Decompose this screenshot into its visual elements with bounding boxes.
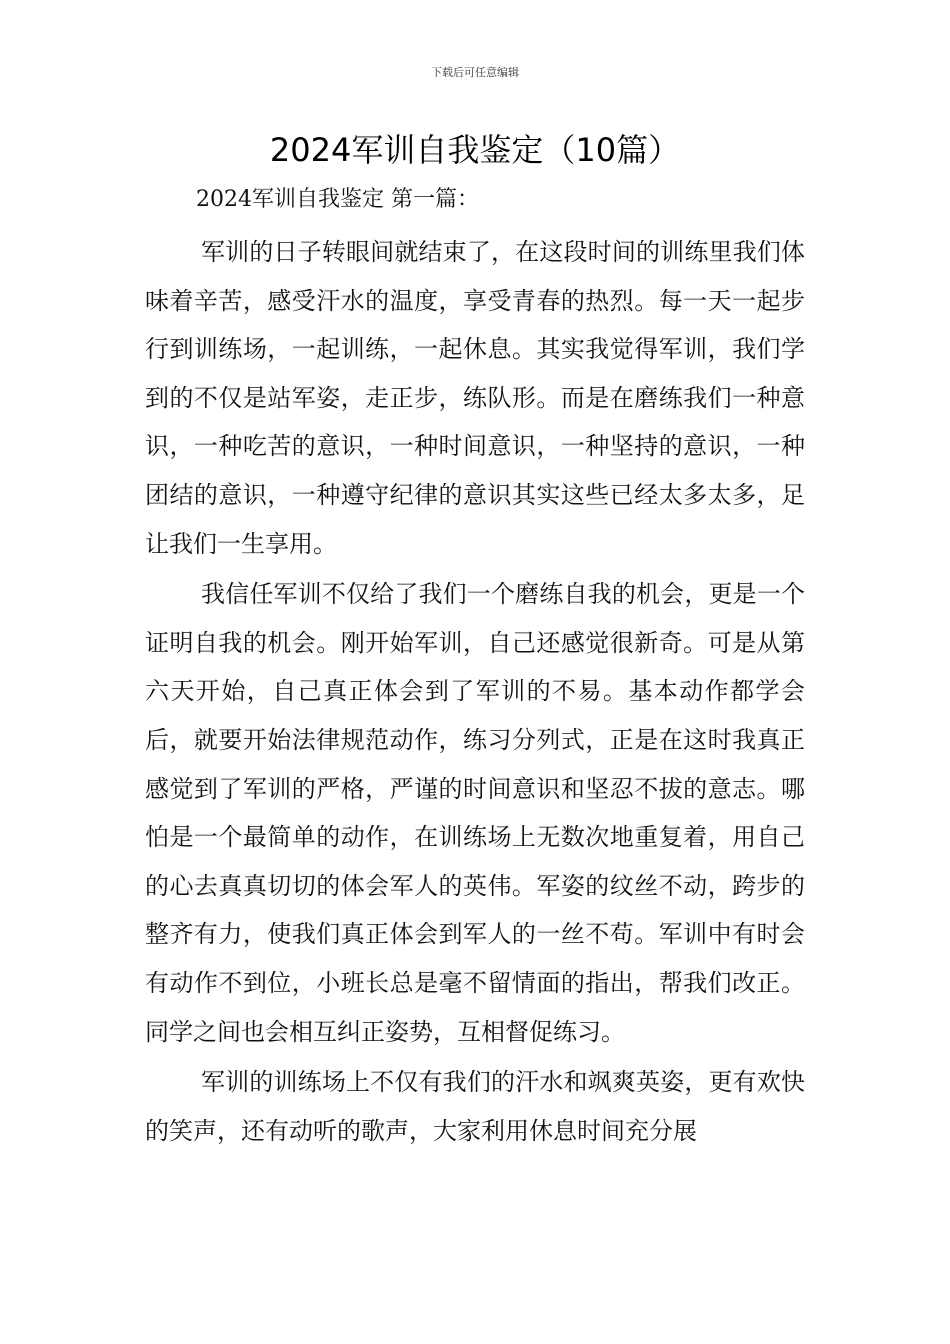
paragraph-1: 军训的日子转眼间就结束了，在这段时间的训练里我们体味着辛苦，感受汗水的温度，享受青春的热烈。每一天一起步行到训练场，一起训练，一起休息。其实我觉得军训，我们学到的不仅是站军姿，走正步，练队形。而是在磨练我们一种意识，一种吃苦的意识，一种时间意识，一种坚持的意识，一种团结的意识，一种遵守纪律的意识其实这些已经太多太多，足让我们一生享用。 [145, 238, 805, 558]
section-heading: 2024军训自我鉴定 第一篇： [196, 187, 479, 212]
document-title: 2024军训自我鉴定（10篇） [269, 131, 681, 169]
header-note: 下载后可任意编辑 [431, 66, 519, 79]
paragraph-2: 我信任军训不仅给了我们一个磨练自我的机会，更是一个证明自我的机会。刚开始军训，自己还感觉很新奇。可是从第六天开始，自己真正体会到了军训的不易。基本动作都学会后，就要开始法律规范动作，练习分列式，正是在这时我真正感觉到了军训的严格，严谨的时间意识和坚忍不拔的意志。哪怕是一个最简单的动作，在训练场上无数次地重复着，用自己的心去真真切切的体会军人的英伟。军姿的纹丝不动，跨步的整齐有力，使我们真正体会到军人的一丝不苟。军训中有时会有动作不到位，小班长总是毫不留情面的指出，帮我们改正。同学之间也会相互纠正姿势，互相督促练习。 [145, 580, 805, 1046]
paragraph-3: 军训的训练场上不仅有我们的汗水和飒爽英姿，更有欢快的笑声，还有动听的歌声，大家利用休息时间充分展 [145, 1068, 805, 1145]
body-text [145, 228, 805, 1157]
